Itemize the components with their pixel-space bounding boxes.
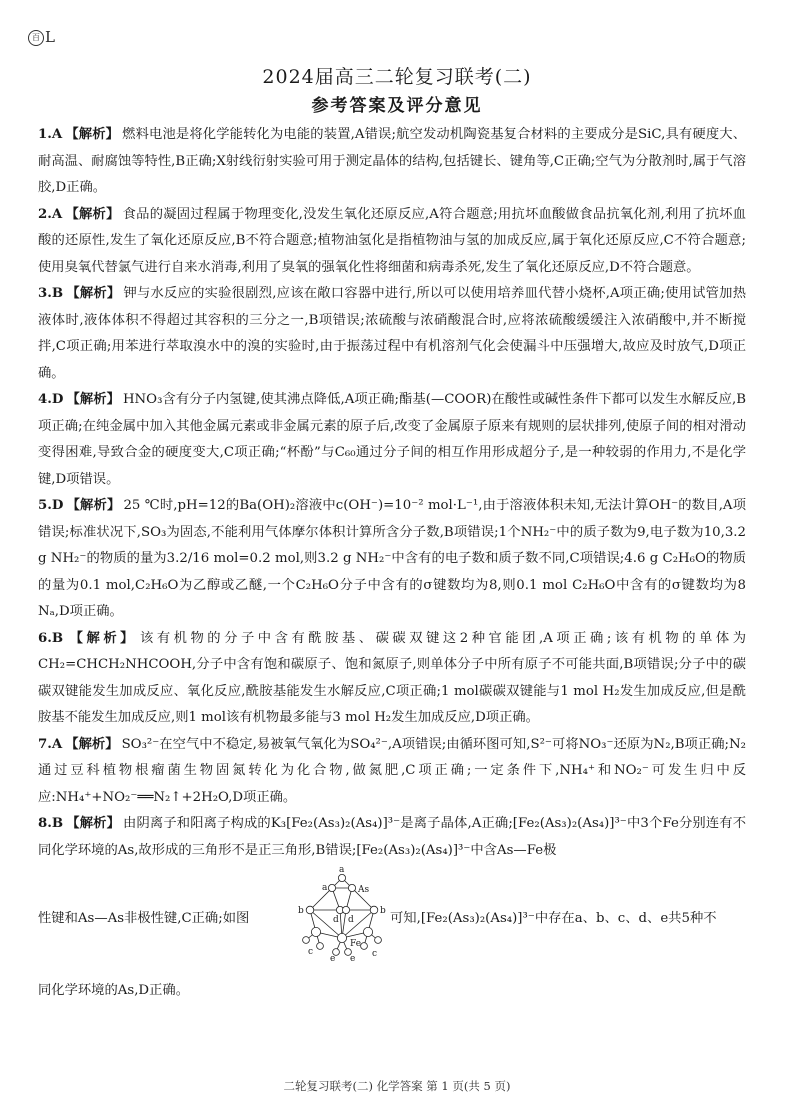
analysis-tag: 【解析】	[65, 736, 119, 752]
analysis-tag: 【解析】	[66, 392, 120, 407]
question-2	[38, 202, 746, 282]
label-b-right: b	[380, 906, 386, 916]
answer-content	[38, 122, 746, 1005]
label-a-top: a	[339, 866, 345, 875]
question-1	[38, 122, 746, 202]
page-title: 2024届高三二轮复习联考(二)	[262, 66, 532, 88]
question-text: HNO₃含有分子内氢键,使其沸点降低,A项正确;酯基(—COOR)在酸性或碱性条件下都可以发生水解反应,B项正确;在纯金属中加入其他金属元素或非金属元素的原子后,改变了金属原子原来有规则的层状排列,使原子间的相对滑动变得困难,导致合金的硬度变大,C项正确;“杯酚”与C₆₀通过分子间的相互作用形成超分子,是一种较弱的作用力,不是化学键,D项错误。	[38, 392, 747, 487]
question-text: 燃料电池是将化学能转化为电能的装置,A错误;航空发动机陶瓷基复合材料的主要成分是SiC,具有硬度大、耐高温、耐腐蚀等特性,B正确;X射线衍射实验可用于测定晶体的结构,包括键长、键角等,C正确;空气为分散剂时,属于气溶胶,D正确。	[38, 127, 746, 195]
label-e-left: e	[330, 954, 336, 962]
question-text: 25 ℃时,pH=12的Ba(OH)₂溶液中c(OH⁻)=10⁻² mol·L⁻¹,由于溶液体积未知,无法计算OH⁻的数目,A项错误;标准状况下,SO₃为固态,不能利用气体摩尔体积计算所含分子数,B项错误;1个NH₂⁻中的质子数为9,电子数为10,3.2 g NH₂⁻的物质的量为3.2/16 mol=0.2 mol,则3.2 g NH₂⁻中含有的电子数和质子数不同,C项错误;4.6 g C₂H₆O的物质的量为0.1 mol,C₂H₆O为乙醇或乙醚,一个C₂H₆O分子中含有的σ键数均为8,则0.1 mol C₂H₆O中含有的σ键数均为8 Nₐ,D项正确。	[38, 498, 746, 619]
q8-last-line: 同化学环境的As,D正确。	[38, 983, 189, 998]
question-text: 食品的凝固过程属于物理变化,没发生氧化还原反应,A符合题意;用抗坏血酸做食品抗氧化剂,利用了抗坏血酸的还原性,发生了氧化还原反应,B不符合题意;植物油氢化是指植物油与氢的加成反应,属于氧化还原反应,C不符合题意;使用臭氧代替氯气进行自来水消毒,利用了臭氧的强氧化性将细菌和病毒杀死,发生了氧化还原反应,D不符合题意。	[38, 206, 747, 275]
analysis-tag: 【解析】	[65, 127, 120, 142]
question-text: 由阴离子和阳离子构成的K₃[Fe₂(As₃)₂(As₄)]³⁻是离子晶体,A正确;[Fe₂(As₃)₂(As₄)]³⁻中3个Fe分别连有不同化学环境的As,故形成的三角形不是正三角形,B错误;[Fe₂(As₃)₂(As₄)]³⁻中含As—Fe极	[38, 816, 747, 858]
label-c-right: c	[372, 949, 378, 959]
question-number: 7.A	[38, 736, 63, 752]
q8-text-before-diagram: 性键和As—As非极性键,C正确;如图	[38, 911, 250, 926]
question-5	[38, 493, 746, 626]
q8-diagram-row	[38, 866, 746, 962]
label-d-left: d	[333, 915, 339, 925]
question-8	[38, 811, 746, 864]
label-d-right: d	[348, 915, 354, 925]
corner-circle-char: 百	[28, 30, 44, 46]
question-number: 8.B	[38, 816, 64, 831]
question-text: 钾与水反应的实验很剧烈,应该在敞口容器中进行,所以可以使用培养皿代替小烧杯,A项正确;使用试管加热液体时,液体体积不得超过其容积的三分之一,B项错误;浓硫酸与浓硝酸混合时,应将浓硫酸缓缓注入浓硝酸中,并不断搅拌,C项正确;用苯进行萃取溴水中的溴的实验时,由于振荡过程中有机溶剂气化会使漏斗中压强增大,故应及时放气,D项正确。	[38, 286, 746, 381]
question-number: 2.A	[38, 206, 63, 222]
question-6	[38, 626, 746, 732]
question-number: 3.B	[38, 286, 64, 301]
corner-letter: L	[45, 28, 55, 46]
label-fe: Fe	[350, 939, 362, 949]
analysis-tag: 【解析】	[66, 630, 137, 646]
label-as: As	[358, 885, 370, 895]
question-number: 4.D	[38, 392, 64, 407]
q8-text-after-diagram: 可知,[Fe₂(As₃)₂(As₄)]³⁻中存在a、b、c、d、e共5种不	[390, 911, 717, 926]
question-text: 该有机物的分子中含有酰胺基、碳碳双键这2种官能团,A项正确;该有机物的单体为CH₂=CHCH₂NHCOOH,分子中含有饱和碳原子、饱和氮原子,则单体分子中所有原子不可能共面,B项错误;分子中的碳碳双键能发生加成反应、氧化反应,酰胺基能发生水解反应,C项正确;1 mol碳碳双键能与1 mol H₂发生加成反应,但是酰胺基不能发生加成反应,则1 mol该有机物最多能与3 mol H₂发生加成反应,D项正确。	[38, 630, 746, 725]
question-number: 1.A	[38, 127, 63, 142]
label-b-left: b	[298, 906, 304, 916]
question-text: SO₃²⁻在空气中不稳定,易被氧气氧化为SO₄²⁻,A项错误;由循环图可知,S²⁻可将NO₃⁻还原为N₂,B项正确;N₂通过豆科植物根瘤菌生物固氮转化为化合物,做氮肥,C项正确;一定条件下,NH₄⁺和NO₂⁻可发生归中反应:NH₄⁺+NO₂⁻══N₂↑+2H₂O,D项正确。	[38, 736, 746, 805]
question-3	[38, 281, 746, 387]
label-c-left: c	[308, 947, 314, 957]
page-subtitle: 参考答案及评分意见	[311, 96, 483, 116]
analysis-tag: 【解析】	[65, 206, 120, 222]
question-7	[38, 732, 746, 812]
fe-as-cluster-diagram	[296, 866, 388, 962]
analysis-tag: 【解析】	[66, 498, 121, 513]
page-footer: 二轮复习联考(二) 化学答案 第 1 页(共 5 页)	[283, 1079, 511, 1093]
question-number: 5.D	[38, 498, 64, 513]
label-e-right: e	[350, 954, 356, 962]
analysis-tag: 【解析】	[66, 816, 121, 831]
corner-mark	[28, 28, 55, 46]
label-a-left: a	[322, 883, 328, 893]
analysis-tag: 【解析】	[66, 286, 121, 301]
question-4	[38, 387, 746, 493]
question-number: 6.B	[38, 630, 64, 646]
